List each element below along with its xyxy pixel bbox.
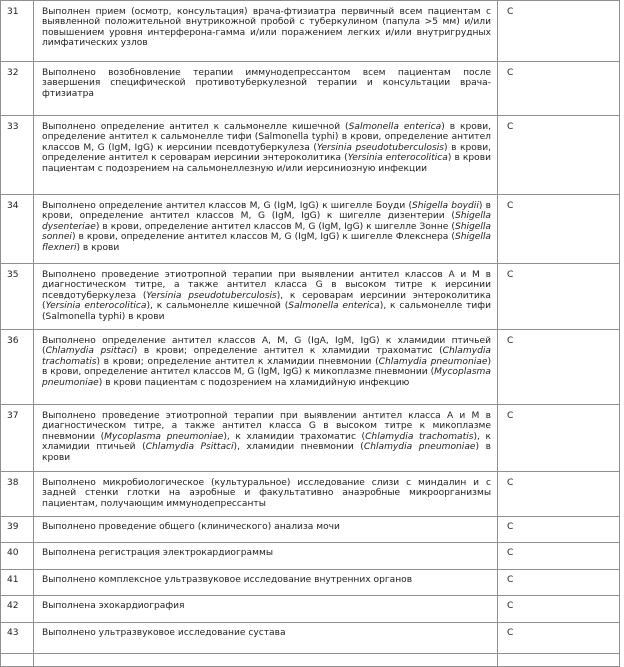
latin-name: Shigella flexneri (42, 232, 491, 253)
row-number: 33 (1, 116, 34, 195)
evidence-level: С (498, 517, 620, 543)
criterion-text: Выполнена эхокардиография (34, 596, 498, 623)
criterion-text (34, 264, 498, 330)
text-segment: ), хламидии пневмонии ( (233, 442, 364, 453)
latin-name: Mycoplasma pneumoniae (42, 367, 491, 388)
latin-name: Yersinia pseudotuberculosis (316, 142, 444, 153)
text-segment: Выполнено определение антител классов A, M, G (IgA, IgM, IgG) к хламидии птичьей ( (42, 336, 491, 357)
table-row (1, 62, 620, 116)
table-row (1, 405, 620, 472)
table-row (1, 472, 620, 517)
table-row (1, 116, 620, 195)
evidence-level: С (498, 330, 620, 405)
row-number: 39 (1, 517, 34, 543)
criterion-text: Выполнено возобновление терапии иммунодепрессантом всем пациентам после завершения специфической противотуберкулезной терапии и консультации врача-фтизиатра (34, 62, 498, 116)
latin-name: Yersinia enterocolitica (347, 153, 448, 164)
text-segment: Выполнено определение антител классов M, G (IgM, IgG) к шигелле Боуди ( (42, 201, 413, 211)
text-segment: ), к хламидии птичьей ( (42, 431, 491, 453)
latin-name: Salmonella enterica (288, 301, 380, 312)
latin-name: Shigella boydii (412, 201, 479, 211)
text-segment: ), к сероварам иерсинии энтероколитика ( (42, 290, 491, 312)
latin-name: Yersinia pseudotuberculosis (146, 290, 277, 301)
text-segment: ) в крови, определение антител классов M, G (IgM, IgG) к микоплазме пневмонии ( (42, 356, 491, 378)
criterion-text: Выполнен прием (осмотр, консультация) врача-фтизиатра первичный всем пациентам с выявленной положительной внутрикожной пробой с туберкулином (папула >5 мм) и/или повышением уровня интерферона-гамма и/или поражением легких и/или внутригрудных лимфатических узлов (34, 1, 498, 62)
text-segment: ), к хламидии трахоматис ( (223, 431, 366, 442)
text-segment: ) в крови; определение антител к хламидии трахоматис ( (133, 346, 443, 357)
criterion-text: Выполнена регистрация электрокардиограммы (34, 543, 498, 570)
table-row (1, 543, 620, 570)
latin-name: Chlamydia trachomatis (42, 346, 491, 367)
latin-name: Shigella dysenteriae (42, 211, 491, 232)
text-segment: ) в крови пациентам с подозрением на сальмонеллезную и/или иерсиниозную инфекции (42, 153, 491, 174)
criterion-text (34, 330, 498, 405)
empty-cell (498, 654, 620, 667)
evidence-level: С (498, 195, 620, 264)
evidence-level: С (498, 543, 620, 570)
latin-name: Chlamydia trachomatis (365, 431, 474, 442)
row-number: 41 (1, 570, 34, 596)
text-segment: ) в крови, определение антител к сальмонелле тифи (Salmonella typhi) в крови, определение антител классов M, G (IgM, IgG) к иерсинии псевдотуберкулеза ( (42, 122, 491, 153)
text-segment: ) в крови (42, 442, 491, 463)
table-row-partial (1, 654, 620, 667)
evidence-level: С (498, 1, 620, 62)
text-segment: Выполнено проведение этиотропной терапии при выявлении антител классов A и M в диагностическом титре, а также антител класса G в высоком титре к иерсинии псевдотуберкулеза ( (42, 270, 491, 301)
evidence-level: С (498, 596, 620, 623)
table-row (1, 1, 620, 62)
latin-name: Shigella sonnei (42, 221, 491, 243)
evidence-level: С (498, 570, 620, 596)
table-row (1, 596, 620, 623)
text-segment: ) в крови (76, 242, 120, 253)
row-number: 42 (1, 596, 34, 623)
row-number: 34 (1, 195, 34, 264)
latin-name: Chlamydia psittaci (45, 346, 134, 357)
text-segment: Выполнено определение антител к сальмонелле кишечной ( (42, 122, 349, 132)
latin-name: Mycoplasma pneumoniae (104, 431, 224, 442)
row-number: 38 (1, 472, 34, 517)
row-number: 40 (1, 543, 34, 570)
row-number: 43 (1, 623, 34, 654)
latin-name: Chlamydia Psittaci (145, 442, 234, 453)
text-segment: ) в крови; определение антител к хламидии пневмонии ( (96, 356, 379, 367)
criterion-text (34, 405, 498, 472)
evidence-level: С (498, 264, 620, 330)
row-number: 37 (1, 405, 34, 472)
text-segment: ) в крови, определение антител классов M, G (IgM, IgG) к шигелле Флекснера ( (71, 232, 455, 243)
evidence-level: С (498, 116, 620, 195)
row-number: 36 (1, 330, 34, 405)
criterion-text (34, 195, 498, 264)
empty-cell (1, 654, 34, 667)
latin-name: Yersinia enterocolitica (45, 301, 147, 312)
table-row (1, 623, 620, 654)
text-segment: Выполнено проведение этиотропной терапии при выявлении антител класса A и M в диагностическом титре, а также антител класса G в высоком титре к микоплазме пневмонии ( (42, 411, 491, 442)
evidence-level: С (498, 405, 620, 472)
latin-name: Chlamydia pneumoniae (363, 442, 476, 453)
text-segment: ) в крови, определение антител классов M, G (IgM, IgG) к шигелле Зонне ( (95, 221, 455, 232)
text-segment: ), к сальмонелле тифи (Salmonella typhi) в крови (42, 301, 491, 322)
table-row (1, 517, 620, 543)
latin-name: Chlamydia pneumoniae (378, 356, 488, 367)
text-segment: ) в крови, определение антител к сероварам иерсинии энтероколитика ( (42, 142, 491, 164)
criterion-text: Выполнено проведение общего (клинического) анализа мочи (34, 517, 498, 543)
evidence-level: С (498, 62, 620, 116)
text-segment: ) в крови пациентам с подозрением на хламидийную инфекцию (98, 377, 410, 388)
criterion-text (34, 116, 498, 195)
text-segment: ), к сальмонелле кишечной ( (146, 301, 289, 312)
criterion-text: Выполнено комплексное ультразвуковое исследование внутренних органов (34, 570, 498, 596)
criterion-text: Выполнено ультразвуковое исследование сустава (34, 623, 498, 654)
table-row (1, 195, 620, 264)
latin-name: Salmonella enterica (348, 122, 442, 132)
evidence-level: С (498, 623, 620, 654)
table-row (1, 570, 620, 596)
empty-cell (34, 654, 498, 667)
table-row (1, 330, 620, 405)
row-number: 35 (1, 264, 34, 330)
row-number: 31 (1, 1, 34, 62)
text-segment: ) в крови, определение антител классов M, G (IgM, IgG) к шигелле дизентерии ( (42, 201, 491, 222)
evidence-level: С (498, 472, 620, 517)
table-row (1, 264, 620, 330)
row-number: 32 (1, 62, 34, 116)
criterion-text: Выполнено микробиологическое (культуральное) исследование слизи с миндалин и с задней стенки глотки на аэробные и факультативно анаэробные микроорганизмы пациентам, получающим иммунодепрессанты (34, 472, 498, 517)
